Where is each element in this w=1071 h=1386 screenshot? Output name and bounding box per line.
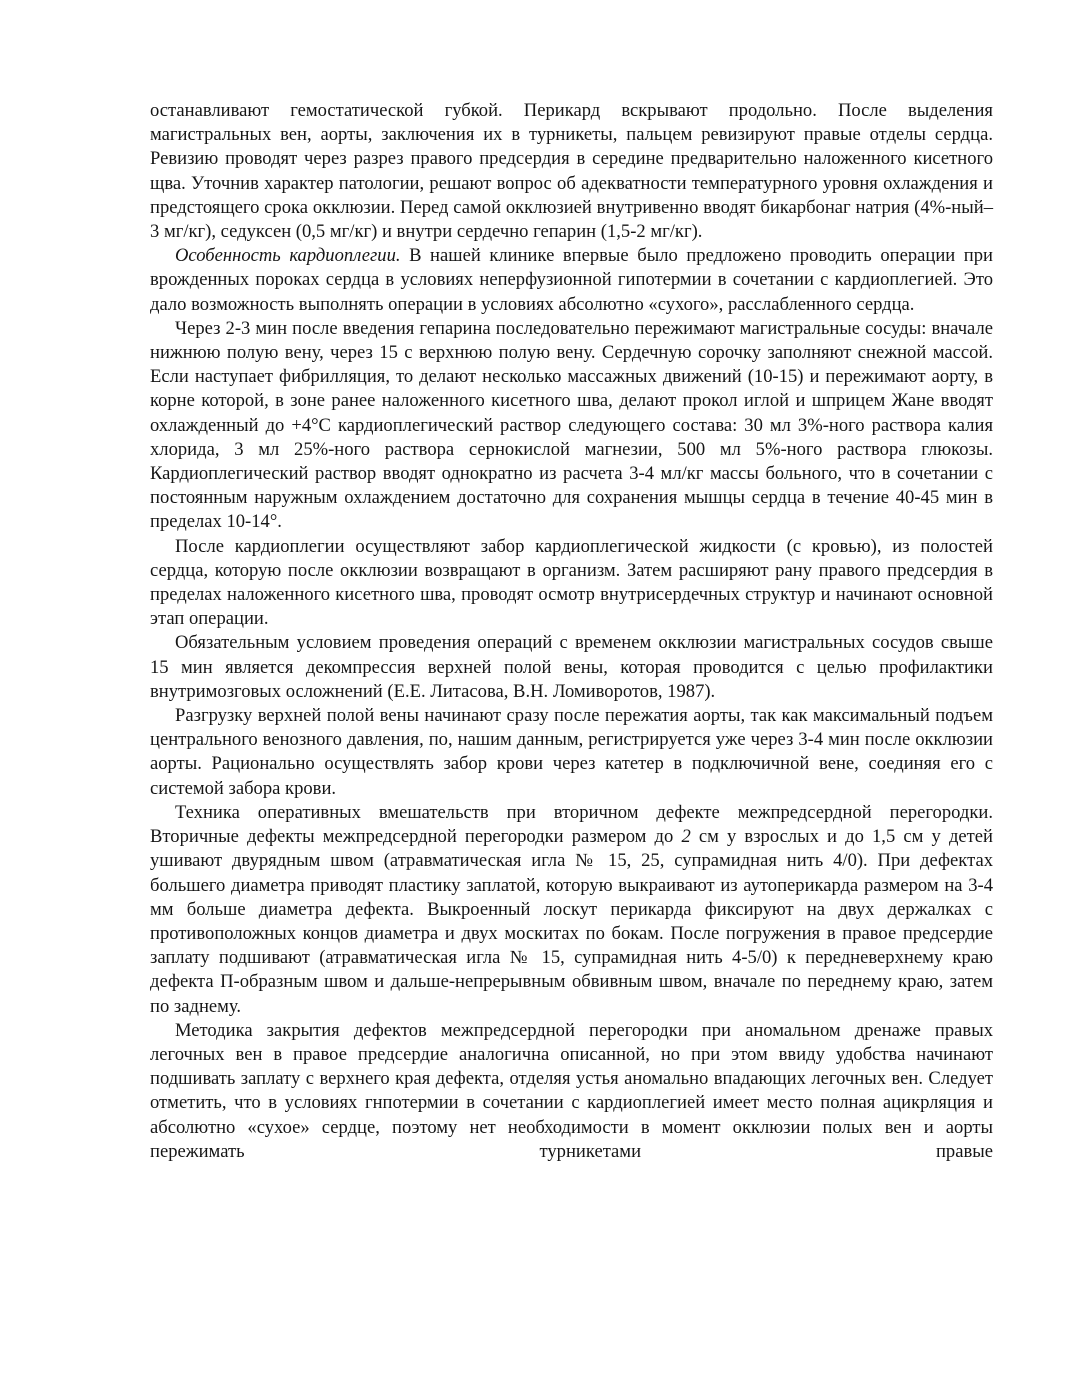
paragraph-4: После кардиоплегии осуществляют забор кардиоплегической жидкости (с кровью), из полостей сердца, которую после окклюзии возвращают в организм. Затем расширяют рану правого предсердия в пределах наложенного кисетного шва, проводят осмотр внутрисердечных структур и начинают основной этап операции. — [150, 535, 993, 630]
paragraph-3: Через 2-3 мин после введения гепарина последовательно пережимают магистральные сосуды: вначале нижнюю полую вену, через 15 с верхнюю полую вену. Сердечную сорочку заполняют снежной массой. Если наступает фибрилляция, то делают несколько массажных движений (10-15) и пережимают аорту, в корне которой, в зоне ранее наложенного кисетного шва, делают прокол иглой и шприцем Жане вводят охлажденный до +4°С кардиоплегический раствор следующего состава: 30 мл 3%-ного раствора калия хлорида, 3 мл 25%-ного раствора сернокислой магнезии, 500 мл 5%-ного раствора глюкозы. Кардиоплегический раствор вводят однократно из расчета 3-4 мл/кг массы больного, что в сочетании с постоянным наружным охлаждением достаточно для сохранения мышцы сердца в течение 40-45 мин в пределах 10-14°. — [150, 317, 993, 533]
paragraph-7-text: Техника оперативных вмешательств при вторичном дефекте межпредсердной перегородки. Вторичные дефекты межпредсердной перегородки размером до — [150, 801, 993, 848]
paragraph-8: Методика закрытия дефектов межпредсердной перегородки при аномальном дренаже правых легочных вен в правое предсердие аналогична описанной, но при этом ввиду удобства начинают подшивать заплату с верхнего края дефекта, отделяя устья аномально впадающих легочных вен. Следует отметить, что в условиях гнпотермии в сочетании с кардиоплегией имеет место полная ацикрляция и абсолютно «сухое» сердце, поэтому нет необходимости в момент окклюзии полых вен и аорты пережимать турникетами правые — [150, 1019, 993, 1162]
paragraph-5: Обязательным условием проведения операций с временем окклюзии магистральных сосудов свыше 15 мин является декомпрессия верхней полой вены, которая проводится с целью профилактики внутримозговых осложнений (Е.Е. Литасова, В.Н. Ломиворотов, 1987). — [150, 632, 993, 702]
paragraph-2-italic-lead: Особенность кардиоплегии. — [175, 245, 401, 267]
paragraph-2 — [150, 244, 993, 317]
paragraph-1: останавливают гемостатической губкой. Перикард вскрывают продольно. После выделения магистральных вен, аорты, заключения их в турникеты, пальцем ревизируют правые отделы сердца. Ревизию проводят через разрез правого предсердия в середине предварительно наложенного кисетного щва. Уточнив характер патологии, решают вопрос об адекватности температурного уровня охлаждения и предстоящего срока окклюзии. Перед самой окклюзией внутривенно вводят бикарбонаг натрия (4%-ный–3 мг/кг), седуксен (0,5 мг/кг) и внутри сердечно гепарин (1,5-2 мг/кг). — [150, 100, 993, 243]
document-page — [150, 99, 993, 1164]
paragraph-7 — [150, 801, 993, 1019]
paragraph-2-text: В нашей клинике впервые было предложено проводить операции при врожденных пороках сердца в условиях неперфузионной гипотермии в сочетании с кардиоплегией. Это дало возможность выполнять операции в условиях абсолютно «сухого», расслабленного сердца. — [150, 245, 994, 315]
paragraph-7-italic-number: 2 — [681, 826, 691, 848]
paragraph-6: Разгрузку верхней полой вены начинают сразу после пережатия аорты, так как максимальный подъем центрального венозного давления, по, нашим данным, регистрируется уже через 3-4 мин после окклюзии аорты. Рационально осуществлять забор крови через катетер в подключичной вене, соединяя его с системой забора крови. — [150, 705, 993, 799]
paragraph-7-text-after: см у взрослых и до 1,5 см у детей ушивают двурядным швом (атравматическая игла № 15, 25, супрамидная нить 4/0). При дефектах большего диаметра приводят пластику заплатой, которую выкраивают из аутоперикарда размером на 3-4 мм больше диаметра дефекта. Выкроенный лоскут перикарда фиксируют на двух держалках с противоположных концов диаметра и двух москитах по бокам. После погружения в правое предсердие заплату подшивают (атравматическая игла № 15, супрамидная нить 4-5/0) к передневерхнему краю дефекта П-образным швом и дальше-непрерывным обвивным швом, вначале по переднему краю, затем по заднему. — [150, 826, 993, 1017]
